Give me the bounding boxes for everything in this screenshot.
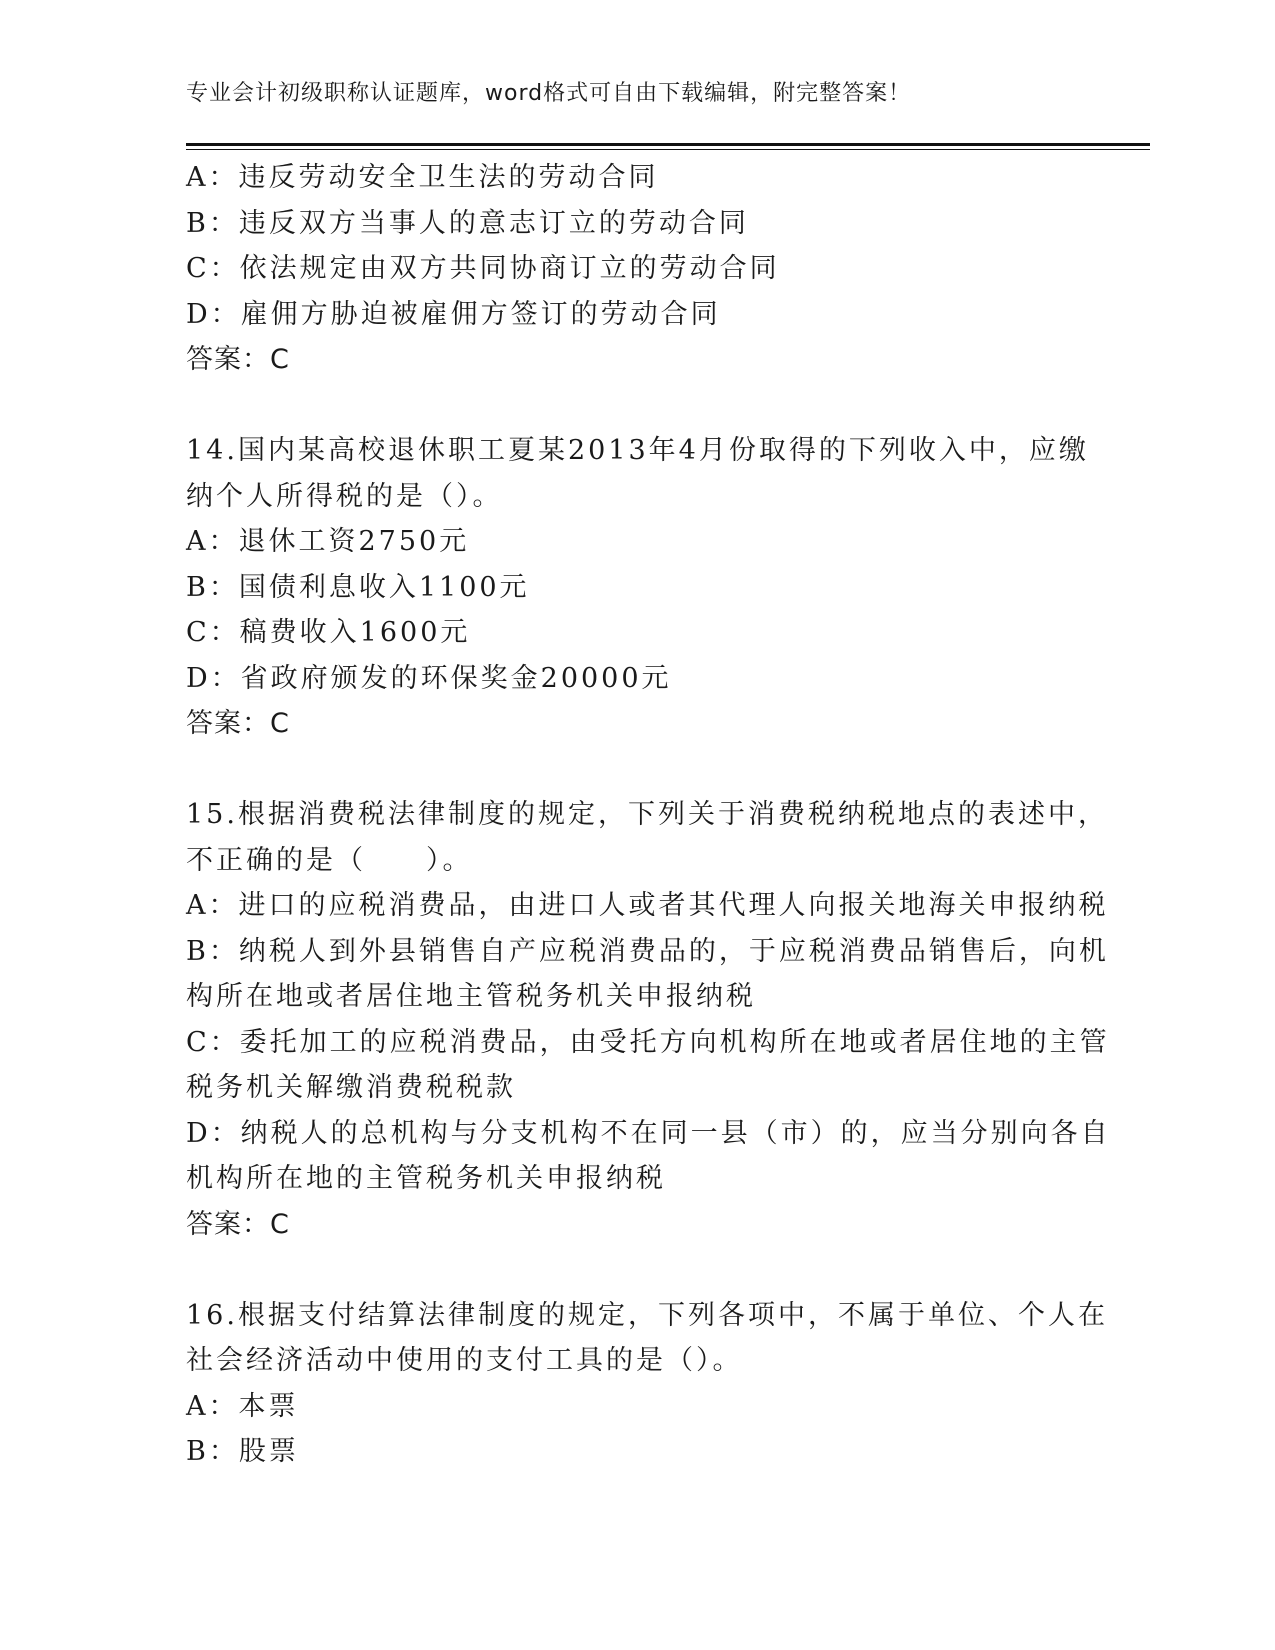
option-a: A：进口的应税消费品，由进口人或者其代理人向报关地海关申报纳税 — [186, 890, 1109, 921]
option-c: C：委托加工的应税消费品，由受托方向机构所在地或者居住地的主管 — [186, 1026, 1110, 1058]
spacer — [186, 747, 1086, 793]
question-content — [186, 155, 1111, 1475]
question-13-options — [186, 155, 1086, 383]
question-stem-cont: 纳个人所得税的是（）。 — [186, 480, 503, 512]
option-c: C：稿费收入1600元 — [186, 617, 471, 648]
question-stem: 14.国内某高校退休职工夏某2013年4月份取得的下列收入中，应缴 — [186, 435, 1089, 466]
question-stem: 16.根据支付结算法律制度的规定，下列各项中，不属于单位、个人在 — [186, 1299, 1108, 1331]
header-rule-thick — [186, 143, 1150, 146]
question-stem-cont: 不正确的是（ ）。 — [186, 844, 473, 876]
question-15 — [186, 792, 1111, 1247]
question-14 — [186, 428, 1089, 747]
option-b-cont: 构所在地或者居住地主管税务机关申报纳税 — [186, 981, 756, 1012]
page-header: 专业会计初级职称认证题库，word格式可自由下载编辑，附完整答案！ — [186, 81, 912, 106]
header-rule-thin — [186, 149, 1150, 150]
option-c-cont: 税务机关解缴消费税税款 — [186, 1072, 516, 1103]
option-b: B：国债利息收入1100元 — [186, 571, 530, 603]
option-a: A：违反劳动安全卫生法的劳动合同 — [186, 162, 659, 193]
option-d-cont: 机构所在地的主管税务机关申报纳税 — [186, 1163, 666, 1194]
answer-label: 答案：C — [186, 708, 290, 739]
question-stem: 15.根据消费税法律制度的规定，下列关于消费税纳税地点的表述中， — [186, 799, 1108, 830]
option-d: D：雇佣方胁迫被雇佣方签订的劳动合同 — [186, 298, 721, 330]
option-b: B：股票 — [186, 1436, 299, 1467]
option-a: A：退休工资2750元 — [186, 526, 470, 557]
spacer — [186, 383, 1086, 429]
answer-label: 答案：C — [186, 344, 290, 375]
option-c: C：依法规定由双方共同协商订立的劳动合同 — [186, 253, 780, 284]
option-b: B：违反双方当事人的意志订立的劳动合同 — [186, 207, 749, 239]
spacer — [186, 1247, 1086, 1293]
answer-label: 答案：C — [186, 1208, 290, 1240]
question-stem-cont: 社会经济活动中使用的支付工具的是（）。 — [186, 1345, 743, 1376]
option-d: D：省政府颁发的环保奖金20000元 — [186, 662, 672, 694]
question-16 — [186, 1293, 1108, 1475]
option-b: B：纳税人到外县销售自产应税消费品的，于应税消费品销售后，向机 — [186, 935, 1109, 967]
option-d: D：纳税人的总机构与分支机构不在同一县（市）的，应当分别向各自 — [186, 1117, 1111, 1149]
option-a: A：本票 — [186, 1390, 299, 1422]
